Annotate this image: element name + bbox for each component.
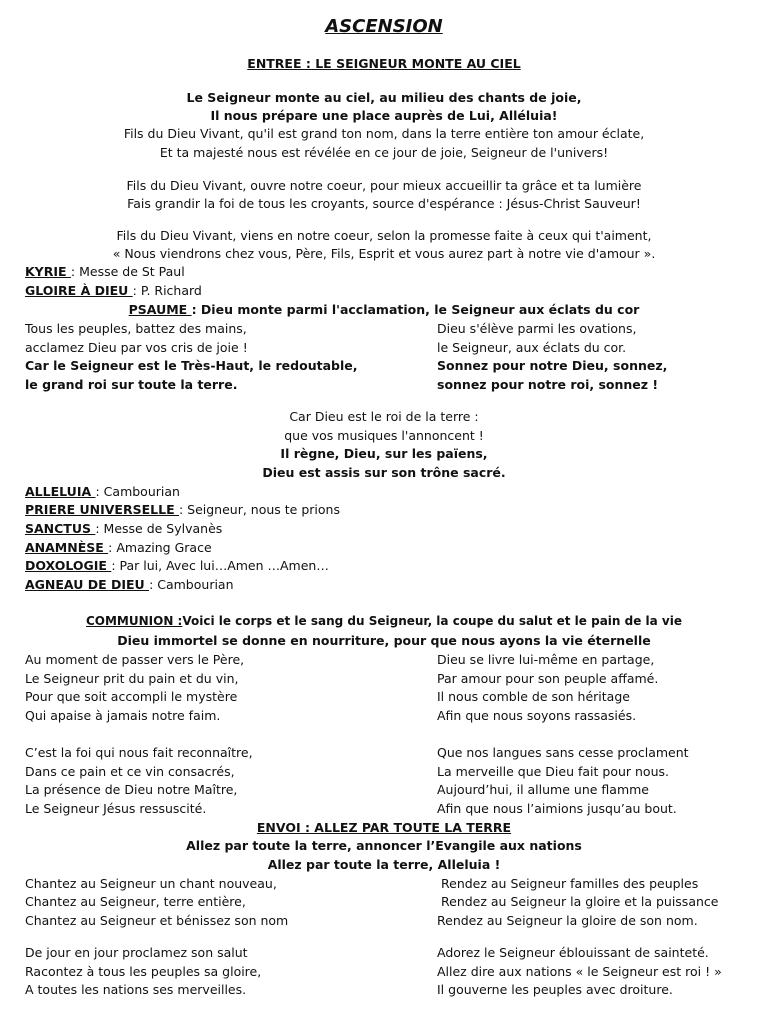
envoi-right-line: Rendez au Seigneur la gloire et la puissance (441, 894, 719, 909)
priere-label: PRIERE UNIVERSELLE (25, 502, 179, 517)
envoi-left-line: Chantez au Seigneur, terre entière, (25, 894, 246, 909)
anamnese-value: : Amazing Grace (108, 540, 212, 555)
agneau-label: AGNEAU DE DIEU (25, 577, 150, 592)
communion-left-line: La présence de Dieu notre Maître, (25, 782, 238, 797)
kyrie-label: KYRIE (25, 264, 71, 279)
psaume-label: PSAUME (128, 302, 192, 317)
sanctus-value: : Messe de Sylvanès (95, 521, 223, 536)
envoi-refrain-line: Allez par toute la terre, Alleluia ! (267, 857, 501, 872)
entree-verse-line: « Nous viendrons chez vous, Père, Fils, Esprit et vous aurez part à notre vie d'amour ». (112, 246, 656, 261)
communion-right-line: Il nous comble de son héritage (437, 689, 630, 704)
communion-left-line: Pour que soit accompli le mystère (25, 689, 238, 704)
communion-right-line: Afin que nous soyons rassasiés. (437, 708, 637, 723)
entree-verse-line: Fils du Dieu Vivant, qu'il est grand ton nom, dans la terre entière ton amour éclate, (123, 126, 645, 141)
psaume-center-line: Il règne, Dieu, sur les païens, (280, 446, 488, 461)
psaume-center-line: Dieu est assis sur son trône sacré. (262, 465, 506, 480)
psaume-title: : Dieu monte parmi l'acclamation, le Seigneur aux éclats du cor (191, 302, 640, 317)
psaume-right-line: sonnez pour notre roi, sonnez ! (437, 377, 659, 392)
priere-value: : Seigneur, nous te prions (178, 502, 340, 517)
communion-right-line: Aujourd’hui, il allume une flamme (437, 782, 649, 797)
psaume-right-line: le Seigneur, aux éclats du cor. (437, 340, 627, 355)
kyrie-value: : Messe de St Paul (70, 264, 185, 279)
entree-verse-line: Et ta majesté nous est révélée en ce jour de joie, Seigneur de l'univers! (159, 145, 609, 160)
envoi-left-line: Chantez au Seigneur un chant nouveau, (25, 876, 277, 891)
envoi-left-line: A toutes les nations ses merveilles. (25, 982, 247, 997)
communion-left-line: Le Seigneur Jésus ressuscité. (25, 801, 207, 816)
communion-left-line: Le Seigneur prit du pain et du vin, (25, 671, 239, 686)
anamnese-line (25, 540, 212, 555)
doxologie-value: : Par lui, Avec lui…Amen …Amen… (111, 558, 329, 573)
psaume-center-line: que vos musiques l'annoncent ! (284, 428, 484, 443)
priere-line (25, 502, 340, 517)
sanctus-label: SANCTUS (25, 521, 96, 536)
communion-right-line: Que nos langues sans cesse proclament (437, 745, 689, 760)
communion-heading (0, 614, 768, 628)
psaume-right-line: Dieu s'élève parmi les ovations, (437, 321, 637, 336)
kyrie-line (25, 264, 185, 279)
communion-right-line: Afin que nous l’aimions jusqu’au bout. (437, 801, 677, 816)
communion-right-line: Par amour pour son peuple affamé. (437, 671, 659, 686)
doxologie-label: DOXOLOGIE (25, 558, 112, 573)
envoi-left-line: Chantez au Seigneur et bénissez son nom (25, 913, 289, 928)
psaume-heading (0, 302, 768, 317)
gloire-label: GLOIRE À DIEU (25, 283, 133, 298)
envoi-left-line: De jour en jour proclamez son salut (25, 945, 248, 960)
envoi-heading: ENVOI : ALLEZ PAR TOUTE LA TERRE (256, 820, 512, 835)
anamnese-label: ANAMNÈSE (25, 540, 109, 555)
alleluia-line (25, 484, 180, 499)
entree-refrain-line: Il nous prépare une place auprès de Lui, Alléluia! (210, 108, 558, 123)
sanctus-line (25, 521, 222, 536)
envoi-right-line: Il gouverne les peuples avec droiture. (437, 982, 673, 997)
communion-label: COMMUNION : (85, 614, 183, 628)
envoi-right-line: Rendez au Seigneur familles des peuples (441, 876, 699, 891)
psaume-left-line: le grand roi sur toute la terre. (25, 377, 238, 392)
agneau-value: : Cambourian (149, 577, 234, 592)
psaume-left-line: Car le Seigneur est le Très-Haut, le redoutable, (25, 358, 358, 373)
envoi-right-line: Adorez le Seigneur éblouissant de sainteté. (437, 945, 709, 960)
page-title: ASCENSION (325, 16, 443, 37)
entree-verse-line: Fils du Dieu Vivant, viens en notre coeur, selon la promesse faite à ceux qui t'aiment, (116, 228, 652, 243)
envoi-refrain-line: Allez par toute la terre, annoncer l’Evangile aux nations (186, 838, 582, 853)
entree-refrain-line: Le Seigneur monte au ciel, au milieu des chants de joie, (186, 90, 582, 105)
envoi-left-line: Racontez à tous les peuples sa gloire, (25, 964, 262, 979)
psaume-left-line: Tous les peuples, battez des mains, (25, 321, 247, 336)
doxologie-line (25, 558, 329, 573)
gloire-line (25, 283, 202, 298)
entree-verse-line: Fils du Dieu Vivant, ouvre notre coeur, pour mieux accueillir ta grâce et ta lumière (126, 178, 642, 193)
communion-left-line: Au moment de passer vers le Père, (25, 652, 245, 667)
communion-left-line: Qui apaise à jamais notre faim. (25, 708, 221, 723)
psaume-right-line: Sonnez pour notre Dieu, sonnez, (437, 358, 668, 373)
envoi-right-line: Rendez au Seigneur la gloire de son nom. (437, 913, 698, 928)
agneau-line (25, 577, 234, 592)
alleluia-value: : Cambourian (95, 484, 180, 499)
gloire-value: : P. Richard (132, 283, 202, 298)
psaume-left-line: acclamez Dieu par vos cris de joie ! (25, 340, 248, 355)
communion-subtitle: Dieu immortel se donne en nourriture, pour que nous ayons la vie éternelle (117, 633, 651, 648)
alleluia-label: ALLELUIA (25, 484, 96, 499)
envoi-right-line: Allez dire aux nations « le Seigneur est roi ! » (437, 964, 722, 979)
communion-right-line: Dieu se livre lui-même en partage, (437, 652, 655, 667)
entree-heading: ENTREE : LE SEIGNEUR MONTE AU CIEL (247, 56, 521, 71)
communion-left-line: Dans ce pain et ce vin consacrés, (25, 764, 235, 779)
communion-right-line: La merveille que Dieu fait pour nous. (437, 764, 669, 779)
communion-left-line: C’est la foi qui nous fait reconnaître, (25, 745, 253, 760)
entree-verse-line: Fais grandir la foi de tous les croyants, source d'espérance : Jésus-Christ Sauveur! (127, 196, 641, 211)
communion-title: Voici le corps et le sang du Seigneur, la coupe du salut et le pain de la vie (182, 614, 682, 628)
psaume-center-line: Car Dieu est le roi de la terre : (289, 409, 479, 424)
